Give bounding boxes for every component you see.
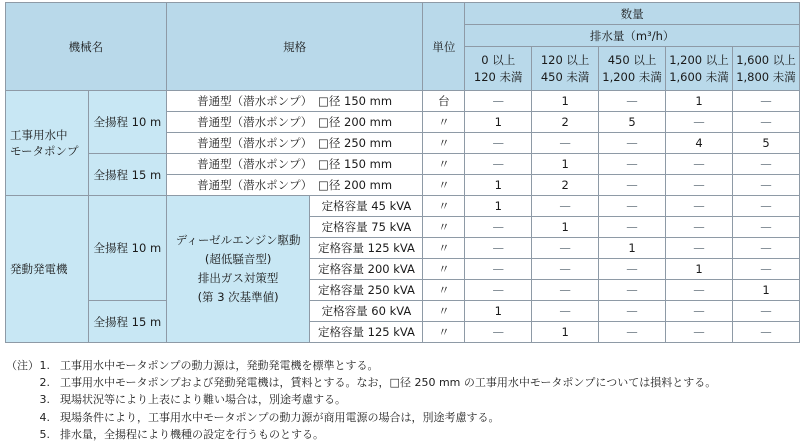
qty-cell: — [666,322,733,343]
qty-cell: 1 [732,280,799,301]
qty-cell: 1 [532,91,599,112]
header-range-0 [465,47,532,91]
note-text: 現場条件により，工事用水中モータポンプの動力源が商用電源の場合は，別途考慮する。 [60,410,500,424]
qty-cell: — [599,259,666,280]
qty-cell: — [532,238,599,259]
header-range-4 [732,47,799,91]
qty-cell: — [532,196,599,217]
machine-generator: 発動発電機 [6,196,89,343]
qty-cell: — [732,238,799,259]
range-lower: 120 以上 [540,52,590,67]
note-lead [6,391,36,408]
qty-cell: — [599,217,666,238]
qty-cell: — [666,154,733,175]
qty-cell: 1 [599,238,666,259]
header-discharge: 排水量（m³/h） [465,25,800,47]
unit-cell: 〃 [423,196,465,217]
qty-cell: — [732,301,799,322]
note-number: 1. [39,359,50,372]
unit-cell: 〃 [423,238,465,259]
qty-cell: — [465,322,532,343]
qty-cell: — [732,112,799,133]
qty-cell: — [599,154,666,175]
qty-cell: 1 [465,196,532,217]
range-upper: 120 未満 [473,69,523,84]
qty-cell: 1 [532,322,599,343]
header-range-1 [532,47,599,91]
qty-cell: 1 [532,217,599,238]
note-lead [6,409,36,426]
unit-cell: 〃 [423,112,465,133]
qty-cell: — [532,133,599,154]
unit-cell: 台 [423,91,465,112]
qty-cell: — [666,175,733,196]
gen-capacity: 定格容量 75 kVA [310,217,423,238]
note-number: 3. [39,393,50,407]
spec-table [5,2,800,343]
note-text: 排水量，全揚程により機種の設定を行うものとする。 [60,427,324,441]
qty-cell: — [532,259,599,280]
qty-cell: — [666,280,733,301]
note-item [6,374,716,391]
qty-cell: — [532,280,599,301]
qty-cell: — [599,280,666,301]
header-machine: 機械名 [6,3,167,91]
note-number: 2. [39,376,50,390]
qty-cell: 1 [666,259,733,280]
qty-cell: — [599,91,666,112]
qty-cell: — [732,154,799,175]
unit-cell: 〃 [423,322,465,343]
note-lead [6,426,36,443]
range-lower: 1,200 以上 [669,52,729,67]
pump-spec: 普通型（潜水ポンプ） □径 150 mm [166,154,423,175]
gen-capacity: 定格容量 125 kVA [310,322,423,343]
note-text: 工事用水中モータポンプの動力源は，発動発電機を標準とする。 [60,359,379,372]
range-upper: 1,800 未満 [736,69,796,84]
qty-cell: 5 [732,133,799,154]
qty-cell: — [666,238,733,259]
note-lead [6,374,36,391]
qty-cell: — [599,301,666,322]
qty-cell: — [532,301,599,322]
unit-cell: 〃 [423,133,465,154]
qty-cell: 4 [666,133,733,154]
note-text: 現場状況等により上表により難い場合は，別途考慮する。 [60,393,346,407]
qty-cell: — [465,154,532,175]
qty-cell: — [465,280,532,301]
gen-capacity: 定格容量 125 kVA [310,238,423,259]
range-upper: 1,200 未満 [602,69,662,84]
unit-cell: 〃 [423,280,465,301]
qty-cell: — [666,217,733,238]
qty-cell: — [666,196,733,217]
header-quantity: 数量 [465,3,800,25]
pump-spec: 普通型（潜水ポンプ） □径 200 mm [166,112,423,133]
qty-cell: — [732,322,799,343]
unit-cell: 〃 [423,259,465,280]
unit-cell: 〃 [423,175,465,196]
pump-head-10m: 全揚程 10 m [88,91,166,154]
gen-head-10m: 全揚程 10 m [88,196,166,301]
gen-capacity: 定格容量 200 kVA [310,259,423,280]
gen-head-15m: 全揚程 15 m [88,301,166,343]
note-lead: （注） [6,359,39,372]
qty-cell: — [465,217,532,238]
qty-cell: — [599,196,666,217]
qty-cell: — [465,238,532,259]
qty-cell: 1 [465,301,532,322]
qty-cell: — [465,259,532,280]
gen-capacity: 定格容量 250 kVA [310,280,423,301]
pump-head-15m: 全揚程 15 m [88,154,166,196]
note-number: 4. [39,410,50,424]
note-item [6,409,716,426]
note-number: 5. [39,427,50,441]
range-lower: 1,600 以上 [736,52,796,67]
qty-cell: 1 [465,112,532,133]
pump-spec: 普通型（潜水ポンプ） □径 200 mm [166,175,423,196]
qty-cell: 1 [465,175,532,196]
range-upper: 450 未満 [540,69,590,84]
qty-cell: — [599,133,666,154]
note-item [6,391,716,408]
qty-cell: — [599,322,666,343]
qty-cell: 1 [532,154,599,175]
range-lower: 450 以上 [607,52,657,67]
qty-cell: — [465,133,532,154]
qty-cell: — [732,91,799,112]
qty-cell: — [465,91,532,112]
qty-cell: — [732,217,799,238]
qty-cell: — [732,196,799,217]
qty-cell: — [666,112,733,133]
gen-capacity: 定格容量 45 kVA [310,196,423,217]
qty-cell: 2 [532,175,599,196]
header-spec: 規格 [166,3,423,91]
qty-cell: 1 [666,91,733,112]
qty-cell: — [732,175,799,196]
range-upper: 1,600 未満 [669,69,729,84]
pump-spec: 普通型（潜水ポンプ） □径 250 mm [166,133,423,154]
unit-cell: 〃 [423,154,465,175]
header-unit: 単位 [423,3,465,91]
gen-description: ディーゼルエンジン駆動 (超低騒音型) 排出ガス対策型 (第 3 次基準値) [166,196,310,343]
qty-cell: 5 [599,112,666,133]
notes [6,357,716,443]
gen-capacity: 定格容量 60 kVA [310,301,423,322]
qty-cell: 2 [532,112,599,133]
header-range-2 [599,47,666,91]
note-text: 工事用水中モータポンプおよび発動発電機は，賃料とする。なお，□径 250 mm の工事用水中モータポンプについては損料とする。 [60,376,717,390]
machine-pump: 工事用水中 モータポンプ [6,91,89,196]
qty-cell: — [732,259,799,280]
pump-spec: 普通型（潜水ポンプ） □径 150 mm [166,91,423,112]
unit-cell: 〃 [423,217,465,238]
qty-cell: — [666,301,733,322]
note-item [6,357,716,374]
note-item [6,426,716,443]
unit-cell: 〃 [423,301,465,322]
header-range-3 [666,47,733,91]
range-lower: 0 以上 [481,52,516,67]
qty-cell: — [599,175,666,196]
